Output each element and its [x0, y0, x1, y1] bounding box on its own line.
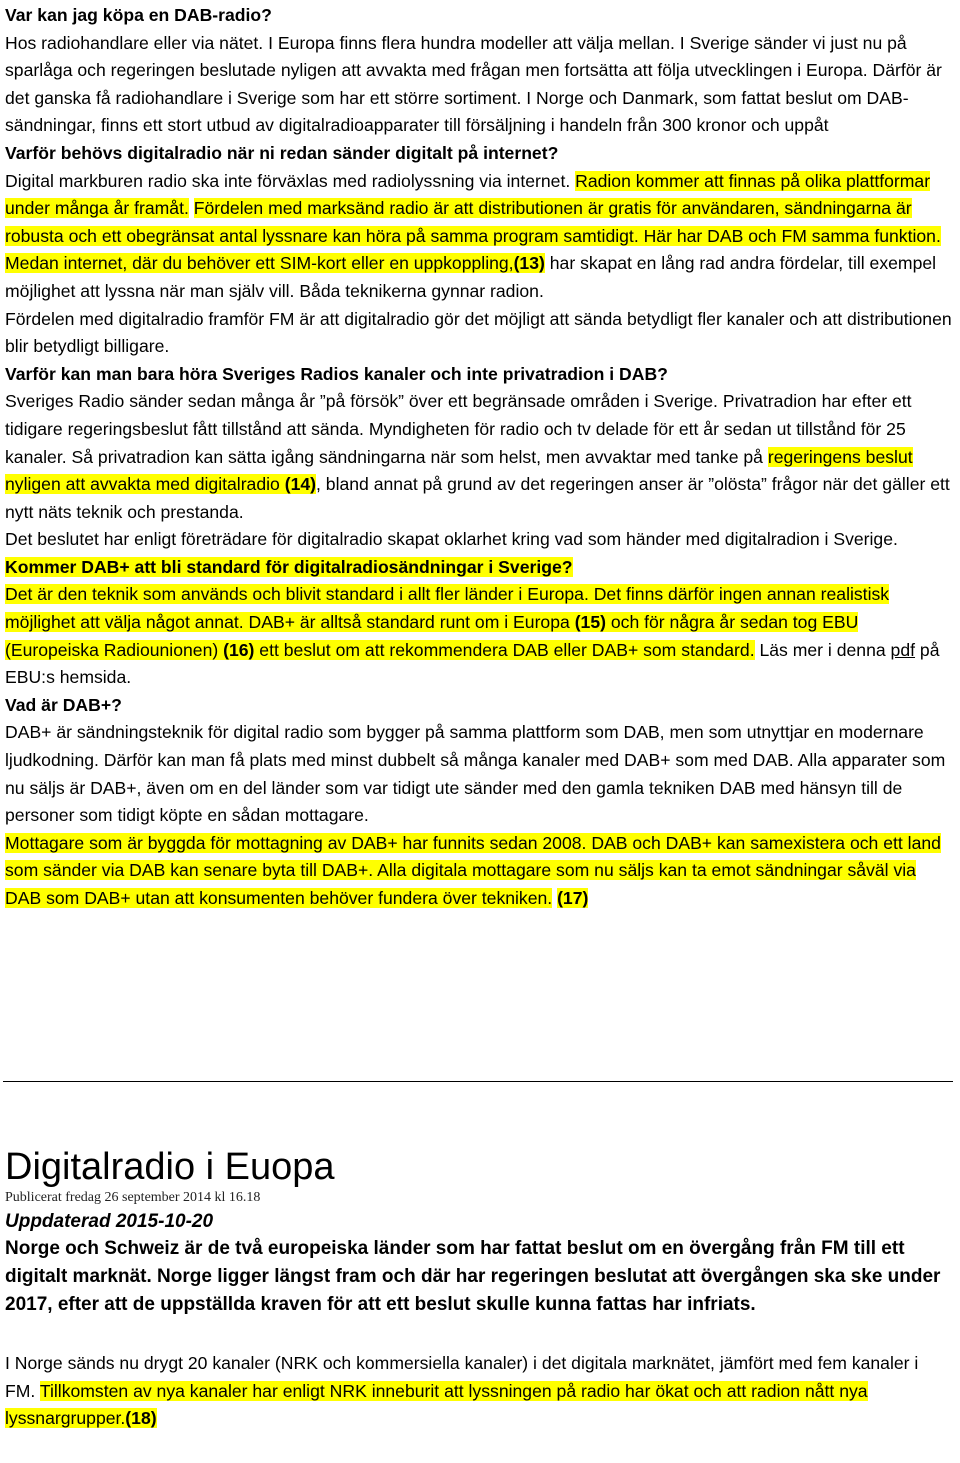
answer-text: Digital markburen radio ska inte förväxlas med radiolyssning via internet.: [5, 170, 571, 191]
highlighted-text: Det är den teknik som används och blivit standard i allt fler länder i Europa. Det finns därför ingen annan realistisk möjlighet att välja något annat. DAB+ är alltså standard runt om i Europa: [5, 584, 890, 633]
highlighted-text: och för några år sedan tog EBU (Europeiska Radiounionen): [5, 612, 859, 660]
answer-digital-advantage: Fördelen med digitalradio framför FM är att digitalradio gör det möjligt att sända betydligt fler kanaler och att distributionen blir betydligt billigare.: [5, 308, 952, 357]
question-why-only-sr: Varför kan man bara höra Sveriges Radios kanaler och inte privatradion i DAB?: [5, 363, 668, 384]
reference-18: (18): [125, 1408, 157, 1429]
answer-text: har skapat en lång rad andra fördelar, till exempel möjlighet att lyssna när man själv vill. Båda teknikerna gynnar radion.: [5, 253, 937, 301]
answer-receivers: [5, 830, 953, 913]
reference-13: (13): [513, 253, 545, 274]
paragraph-text: I Norge sänds nu drygt 20 kanaler (NRK och kommersiella kanaler) i det digitala marknätet, jämfört med fem kanaler i FM.: [5, 1353, 919, 1401]
answer-text: Läs mer i denna: [754, 639, 891, 660]
question-where-to-buy: Var kan jag köpa en DAB-radio?: [5, 5, 272, 25]
answer-where-to-buy: Hos radiohandlare eller via nätet. I Europa finns flera hundra modeller att välja mellan. I Sverige sänder vi just nu på sparlåga och regeringen beslutade nyligen att avvakta med frågan men fortsätta att följa utvecklingen i Europa. Därför är det ganska få radiohandlare i Sverige som har ett större sortiment. I Norge och Danmark, som fattat beslut om DAB-sändningar, finns ett stort utbud av digitalradioapparater till försäljning i handeln från 300 kronor och uppåt: [5, 32, 942, 136]
reference-14: (14): [284, 474, 317, 495]
faq-section: [5, 0, 953, 913]
updated-date: Uppdaterad 2015-10-20: [5, 1211, 214, 1232]
article-paragraph: [5, 1350, 953, 1433]
highlighted-text: Fördelen med marksänd radio är att distributionen är gratis för användaren, sändningarna är robusta och ett obegränsat antal lyssnare kan höra på samma program samtidigt. Här har DAB och FM samma funktion. Medan internet, där du behöver ett SIM-kort eller en uppkoppling,: [5, 198, 941, 274]
highlighted-text: Radion kommer att finnas på olika plattformar under många år framåt.: [5, 170, 931, 219]
article-section: [5, 1144, 953, 1433]
answer-unclarity: Det beslutet har enligt företrädare för digitalradio skapat oklarhet kring vad som händer med digitalradion i Sverige.: [5, 529, 898, 550]
highlighted-text: ett beslut om att rekommendera DAB eller DAB+ som standard.: [254, 639, 755, 660]
highlighted-text: Tillkomsten av nya kanaler har enligt NRK inneburit att lyssningen på radio har ökat och att radion nått nya lyssnargrupper.: [5, 1380, 868, 1429]
published-date: Publicerat fredag 26 september 2014 kl 16.18: [5, 1190, 261, 1205]
answer-dab-standard: [5, 581, 953, 691]
answer-why-digital-radio: [5, 168, 953, 306]
answer-why-only-sr: [5, 388, 953, 526]
highlighted-text: Mottagare som är byggda för mottagning av DAB+ har funnits sedan 2008. DAB och DAB+ kan samexistera och ett land som sänder via DAB kan senare byta till DAB+. Alla digitala mottagare som nu säljs kan ta emot sändningar såväl via DAB som DAB+ utan att konsumenten behöver fundera över tekniken.: [5, 832, 941, 908]
pdf-link[interactable]: pdf: [890, 639, 916, 660]
answer-text: , bland annat på grund av det regeringen anser är ”olösta” frågor när det gäller ett nytt näts teknik och prestanda.: [5, 474, 950, 522]
article-lead: Norge och Schweiz är de två europeiska länder som har fattat beslut om en övergång från FM till ett digitalt marknät. Norge ligger längst fram och där har regeringen beslutat att övergången ska ske under 2017, efter att de uppställda kraven för att ett beslut skulle kunna fattas har infriats.: [5, 1238, 941, 1315]
question-dab-standard: [5, 554, 953, 582]
question-what-is-dab-plus: Vad är DAB+?: [5, 694, 122, 715]
reference-15: (15): [574, 612, 606, 633]
reference-16: (16): [223, 639, 255, 660]
horizontal-divider: [3, 1081, 953, 1082]
answer-what-is-dab-plus: DAB+ är sändningsteknik för digital radio som bygger på samma plattform som DAB, men som utnyttjar en modernare ljudkodning. Därför kan man få plats med minst dubbelt så många kanaler med DAB+ som med DAB. Alla apparater som nu säljs är DAB+, även om en del länder som var tidigt ute sänder med den gamla tekniken DAB med hänsyn till de personer som tidigt köpte en sådan mottagare.: [5, 722, 946, 826]
highlighted-text: regeringens beslut nyligen att avvakta med digitalradio: [5, 446, 913, 495]
answer-text: på EBU:s hemsida.: [5, 639, 940, 688]
reference-17: (17): [557, 888, 589, 908]
answer-text: Sveriges Radio sänder sedan många år ”på försök” över ett begränsade områden i Sverige. Privatradion har efter ett tidigare regeringsbeslut fått tillstånd att sända. Myndigheten för radio och tv delade för ett år sedan ut tillstånd för 25 kanaler. Så privatradion kan sätta igång sändningarna när som helst, men avvaktar med tanke på: [5, 391, 912, 467]
article-title: Digitalradio i Euopa: [5, 1146, 335, 1188]
question-why-digital-radio: Varför behövs digitalradio när ni redan sänder digitalt på internet?: [5, 142, 559, 163]
highlighted-question: Kommer DAB+ att bli standard för digitalradiosändningar i Sverige?: [5, 556, 573, 577]
